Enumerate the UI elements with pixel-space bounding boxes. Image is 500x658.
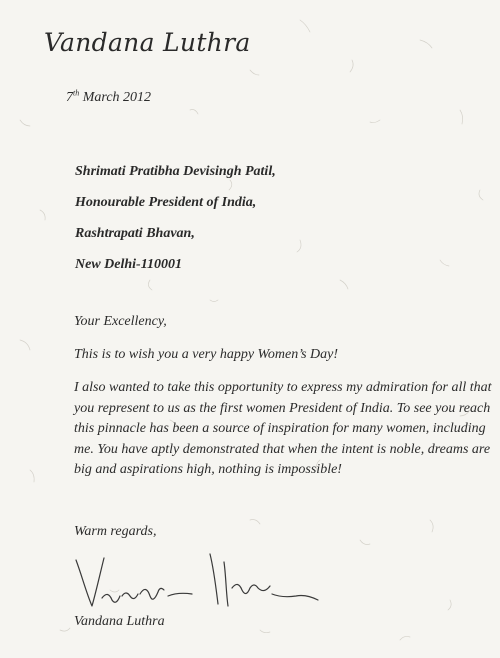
body-paragraph: I also wanted to take this opportunity to express my admiration for all that you represent to us as the first women President of India. To see you reach this pinnacle has been a source of inspiration for many women, including me. You have aptly demonstrated that when the intent is noble, dreams are big and aspirations high, nothing is impossible! xyxy=(74,380,492,477)
date-day: 7 xyxy=(66,90,73,105)
letter-date xyxy=(66,90,151,106)
salutation: Your Excellency, xyxy=(74,314,167,329)
recipient-line: New Delhi-110001 xyxy=(75,257,182,272)
wish-line: This is to wish you a very happy Women’s Day! xyxy=(74,347,339,362)
recipient-line: Rashtrapati Bhavan, xyxy=(75,226,195,241)
handwritten-signature xyxy=(72,548,332,618)
date-suffix: th xyxy=(73,88,80,98)
recipient-line: Honourable President of India, xyxy=(75,195,257,210)
date-month-year: March 2012 xyxy=(79,90,152,105)
letterhead-name: Vandana Luthra xyxy=(44,28,251,57)
recipient-address xyxy=(75,156,276,280)
signatory-name: Vandana Luthra xyxy=(74,614,165,629)
recipient-line: Shrimati Pratibha Devisingh Patil, xyxy=(75,164,276,179)
closing-line: Warm regards, xyxy=(74,524,157,539)
